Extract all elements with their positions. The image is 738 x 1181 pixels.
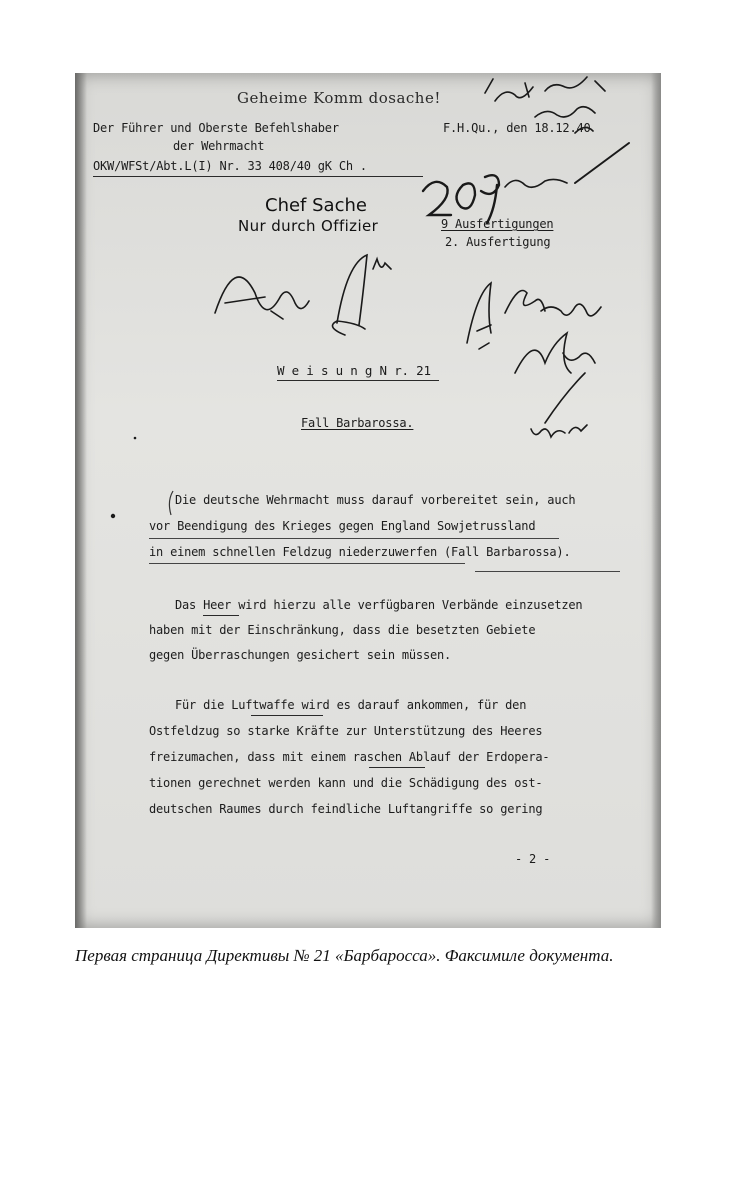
page-number: - 2 - bbox=[515, 852, 551, 866]
classification-header: Geheime Komm dosache! bbox=[237, 89, 441, 107]
sender-line2: der Wehrmacht bbox=[173, 139, 265, 153]
p3-line1: Für die Luftwaffe wird es darauf ankommen, für den bbox=[175, 698, 527, 712]
p3-line4: tionen gerechnet werden kann und die Schädigung des ost- bbox=[149, 776, 543, 790]
p1-line2: vor Beendigung des Krieges gegen England Sowjetrussland bbox=[149, 519, 536, 533]
directive-title: W e i s u n g N r. 21 bbox=[277, 363, 431, 378]
figure-caption: Первая страница Директивы № 21 «Барбаросса». Факсимиле документа. bbox=[75, 946, 614, 965]
copy-number: 2. Ausfertigung bbox=[445, 235, 551, 249]
stamp-chef-sache: Chef Sache bbox=[265, 195, 367, 216]
document-facsimile bbox=[75, 73, 661, 928]
stamp-nur-durch-offizier: Nur durch Offizier bbox=[238, 217, 379, 235]
p1-line1: Die deutsche Wehrmacht muss darauf vorbereitet sein, auch bbox=[175, 493, 576, 507]
place-date: F.H.Qu., den 18.12.40 bbox=[443, 121, 591, 135]
p3-line5: deutschen Raumes durch feindliche Luftangriffe so gering bbox=[149, 802, 543, 816]
p3-line3: freizumachen, dass mit einem raschen Ablauf der Erdopera- bbox=[149, 750, 550, 764]
copies-total: 9 Ausfertigungen bbox=[441, 217, 554, 231]
p1-line3: in einem schnellen Feldzug niederzuwerfen (Fall Barbarossa). bbox=[149, 545, 571, 559]
p2-line2: haben mit der Einschränkung, dass die besetzten Gebiete bbox=[149, 623, 536, 637]
operation-name: Fall Barbarossa. bbox=[301, 416, 414, 430]
sender-line1: Der Führer und Oberste Befehlshaber bbox=[93, 121, 339, 135]
p2-line3: gegen Überraschungen gesichert sein müssen. bbox=[149, 648, 452, 662]
handwritten-annotations bbox=[75, 73, 661, 928]
p2-line1: Das Heer wird hierzu alle verfügbaren Verbände einzusetzen bbox=[175, 598, 583, 612]
p3-line2: Ostfeldzug so starke Kräfte zur Unterstützung des Heeres bbox=[149, 724, 543, 738]
reference-number: OKW/WFSt/Abt.L(I) Nr. 33 408/40 gK Ch . bbox=[93, 159, 367, 173]
